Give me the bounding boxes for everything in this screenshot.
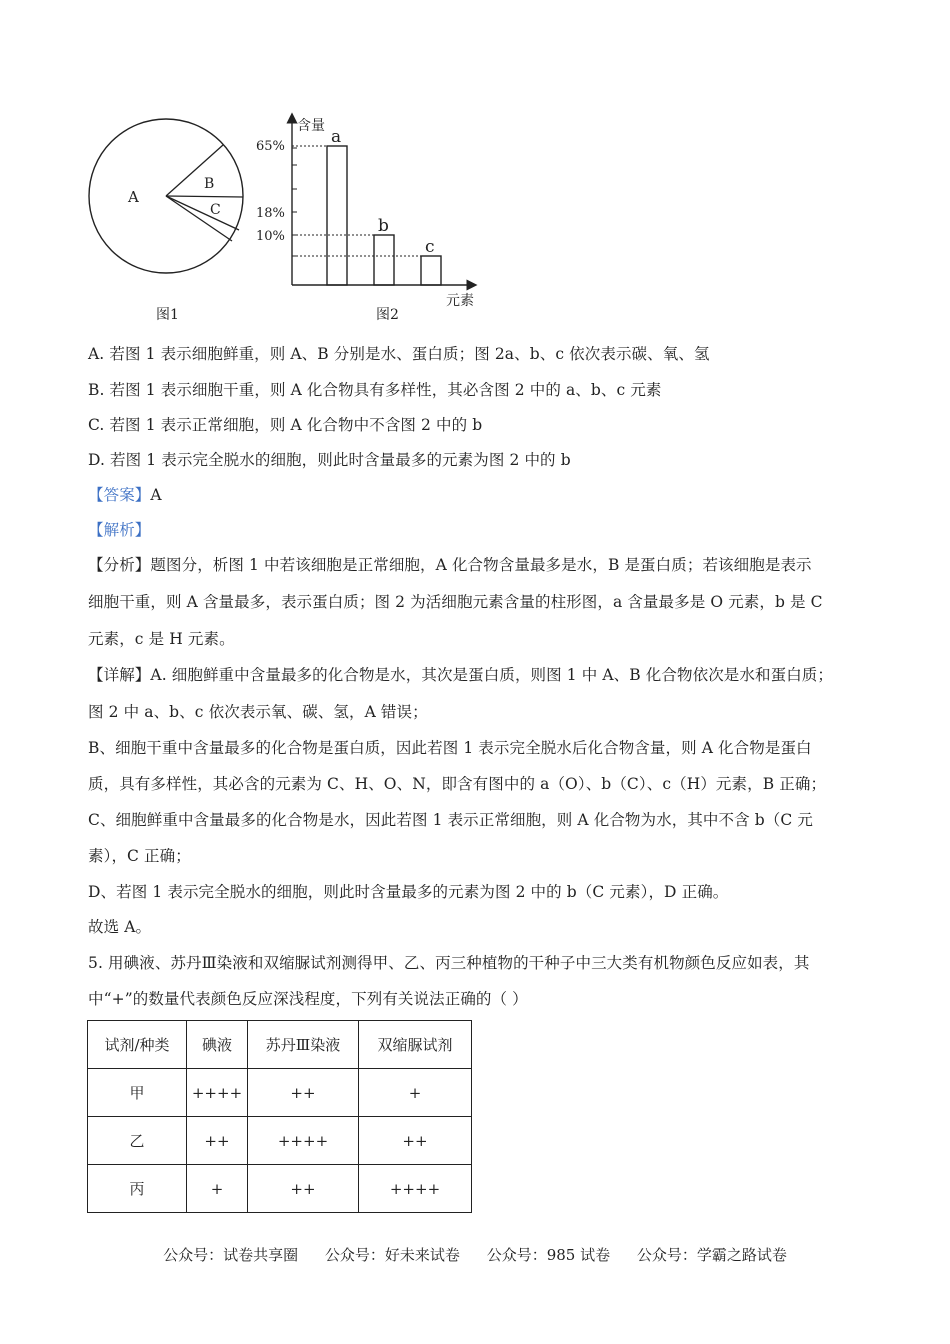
table-header-cell: 试剂/种类 (88, 1021, 187, 1069)
reagent-table (87, 1020, 472, 1213)
table-cell: 乙 (88, 1117, 187, 1165)
table-cell: ++ (248, 1165, 359, 1213)
figure-2-caption: 图2 (376, 307, 399, 323)
analysis-line: 质，具有多样性，其必含的元素为 C、H、O、N，即含有图中的 a（O）、b（C）、c（H）元素，B 正确； (88, 775, 827, 793)
question-5-line: 中“+”的数量代表颜色反应深浅程度，下列有关说法正确的（ ） (88, 990, 528, 1008)
bar-chart-group (256, 118, 474, 323)
analysis-line: 故选 A。 (88, 918, 152, 936)
footer-item: 公众号：985 试卷 (486, 1246, 611, 1264)
analysis-line: 素），C 正确； (88, 847, 191, 865)
option-c: C. 若图 1 表示正常细胞，则 A 化合物中不含图 2 中的 b (88, 416, 483, 434)
analysis-line: 【详解】A. 细胞鲜重中含量最多的化合物是水，其次是蛋白质，则图 1 中 A、B 化合物依次是水和蛋白质； (88, 666, 834, 684)
footer-item: 公众号：学霸之路试卷 (636, 1246, 787, 1264)
analysis-tag: 【解析】 (88, 521, 151, 539)
pie-label-a: A (128, 188, 139, 206)
option-b: B. 若图 1 表示细胞干重，则 A 化合物具有多样性，其必含图 2 中的 a、b、c 元素 (88, 381, 662, 399)
figures-area (84, 108, 504, 333)
footer (0, 1244, 950, 1265)
figure-1-caption: 图1 (156, 307, 179, 323)
table-cell: 甲 (88, 1069, 187, 1117)
table-header-cell: 碘液 (187, 1021, 248, 1069)
footer-item: 公众号：试卷共享圈 (163, 1246, 299, 1264)
pie-label-b: B (204, 176, 215, 192)
table-cell: ++++ (187, 1069, 248, 1117)
table-cell: + (187, 1165, 248, 1213)
y-tick-label: 18% (256, 206, 285, 221)
x-axis-label: 元素 (446, 293, 474, 309)
y-axis-label: 含量 (297, 118, 325, 134)
table-cell: ++ (359, 1117, 472, 1165)
bar-label: c (425, 237, 435, 257)
table-cell: ++ (248, 1069, 359, 1117)
table-cell: + (359, 1069, 472, 1117)
table-header-cell: 苏丹Ⅲ染液 (248, 1021, 359, 1069)
analysis-line: 【分析】题图分，析图 1 中若该细胞是正常细胞，A 化合物含量最多是水，B 是蛋白质；若该细胞是表示 (88, 556, 812, 574)
question-5-line: 5. 用碘液、苏丹Ⅲ染液和双缩脲试剂测得甲、乙、丙三种植物的干种子中三大类有机物颜色反应如表，其 (88, 954, 810, 972)
y-tick-label: 65% (256, 139, 285, 154)
analysis-line: C、细胞鲜重中含量最多的化合物是水，因此若图 1 表示正常细胞，则 A 化合物为水，其中不含 b（C 元 (88, 811, 813, 829)
bar-label: a (331, 127, 342, 147)
footer-item: 公众号：好未来试卷 (324, 1246, 460, 1264)
figure-2-bar-chart (84, 108, 504, 333)
table-row (88, 1117, 472, 1165)
table-header-row (88, 1021, 472, 1069)
table-row (88, 1069, 472, 1117)
analysis-line: 元素，c 是 H 元素。 (88, 630, 235, 648)
analysis-line: 细胞干重，则 A 含量最多，表示蛋白质；图 2 为活细胞元素含量的柱形图，a 含量最多是 O 元素，b 是 C (88, 593, 823, 611)
option-a: A. 若图 1 表示细胞鲜重，则 A、B 分别是水、蛋白质；图 2a、b、c 依次表示碳、氧、氢 (88, 345, 710, 363)
y-tick-label: 10% (256, 229, 285, 244)
table-cell: ++ (187, 1117, 248, 1165)
option-d: D. 若图 1 表示完全脱水的细胞，则此时含量最多的元素为图 2 中的 b (88, 451, 571, 469)
answer-line (88, 485, 162, 505)
analysis-line: B、细胞干重中含量最多的化合物是蛋白质，因此若图 1 表示完全脱水后化合物含量，则 A 化合物是蛋白 (88, 739, 812, 757)
answer-tag: 【答案】 (88, 486, 151, 504)
table-cell: ++++ (248, 1117, 359, 1165)
answer-value: A (150, 486, 162, 504)
bar-b (374, 235, 394, 285)
bar-label: b (378, 216, 389, 236)
analysis-line: D、若图 1 表示完全脱水的细胞，则此时含量最多的元素为图 2 中的 b（C 元素），D 正确。 (88, 883, 729, 901)
pie-label-c: C (210, 202, 221, 218)
bar-c (421, 256, 441, 285)
table-cell: ++++ (359, 1165, 472, 1213)
table-cell: 丙 (88, 1165, 187, 1213)
analysis-line: 图 2 中 a、b、c 依次表示氧、碳、氢，A 错误； (88, 703, 428, 721)
table-row (88, 1165, 472, 1213)
table-header-cell: 双缩脲试剂 (359, 1021, 472, 1069)
bar-a (327, 146, 347, 285)
